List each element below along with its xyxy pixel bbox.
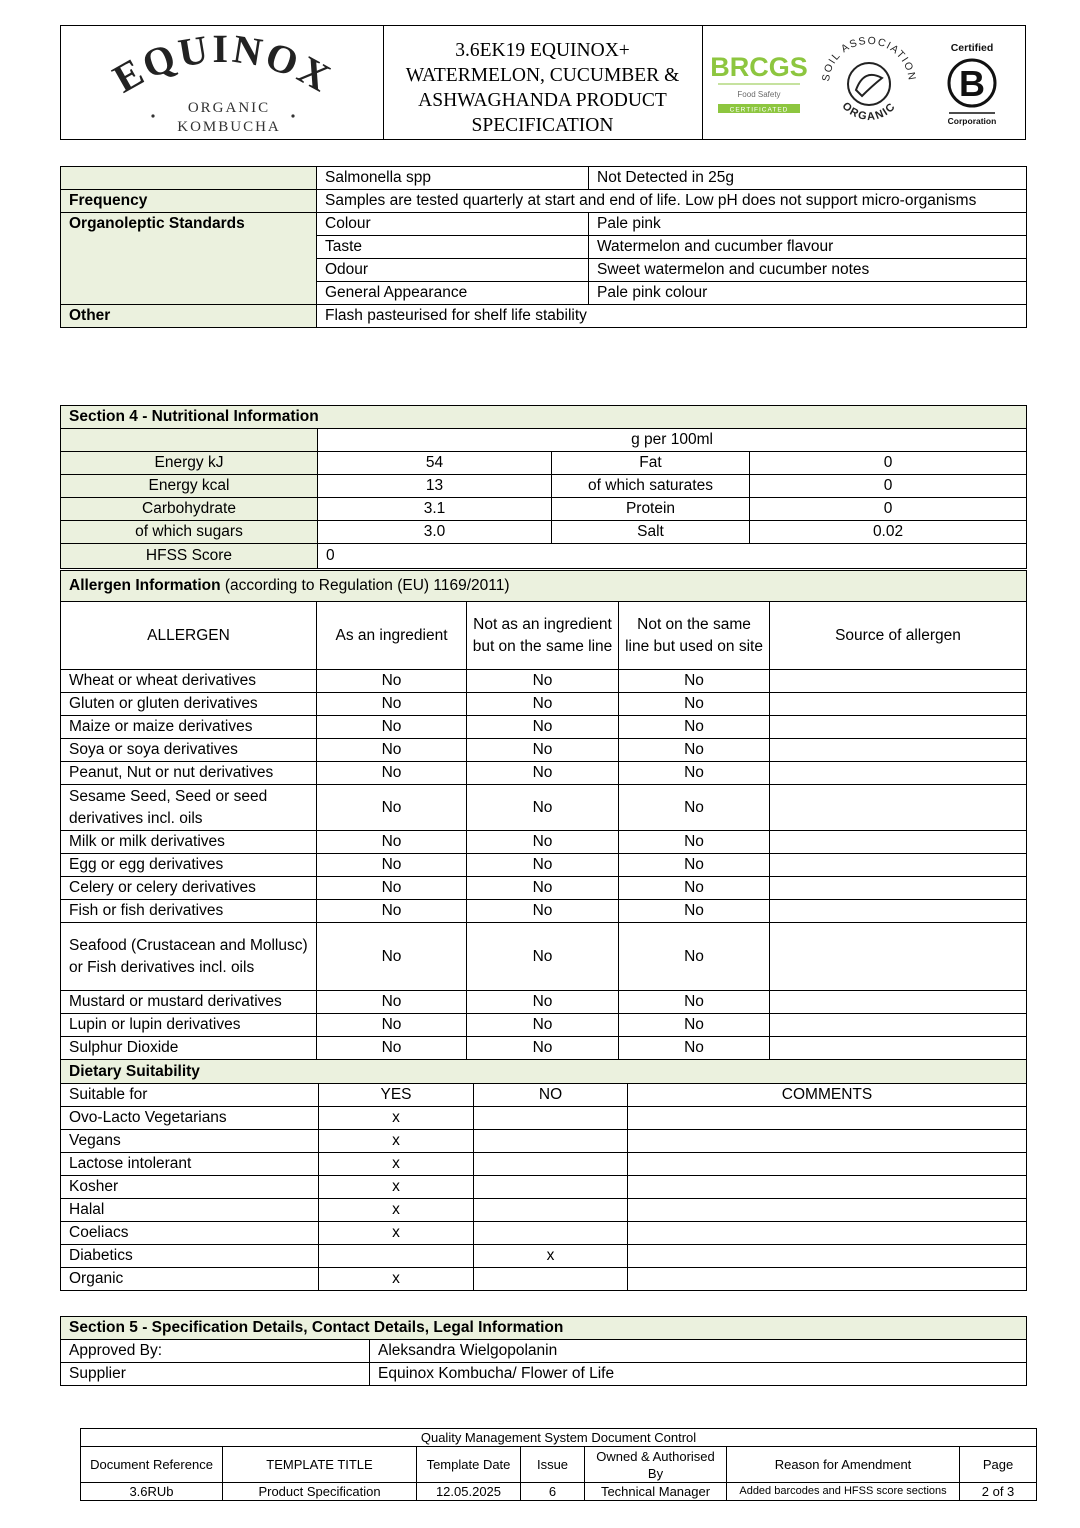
template-title-value: Product Specification [223,1483,417,1501]
brcgs-subtitle: Food Safety [737,90,781,99]
table-row [61,900,1027,923]
as-ingredient-value: No [317,739,467,762]
dietary-comment [628,1130,1027,1153]
b-corp-corporation: Corporation [947,116,997,126]
same-line-value: No [467,877,619,900]
brcgs-logo [710,52,808,114]
table-row [61,854,1027,877]
section-5-title: Section 5 - Specification Details, Contact Details, Legal Information [61,1317,1027,1340]
brcgs-certificated: CERTIFICATED [729,106,789,114]
document-control-title: Quality Management System Document Control [81,1429,1037,1447]
document-title [383,26,703,139]
issue-header: Issue [521,1447,585,1483]
on-site-value: No [619,923,770,991]
same-line-value: No [467,762,619,785]
as-ingredient-value: No [317,831,467,854]
nutrition-table [60,405,1027,569]
document-header [60,25,1026,140]
as-ingredient-value: No [317,1037,467,1060]
b-corp-logo [948,42,997,126]
document-reference-header: Document Reference [81,1447,223,1483]
as-ingredient-value: No [317,785,467,831]
allergen-table [60,570,1027,1060]
allergen-source-value [770,693,1027,716]
dietary-rows [61,1107,1027,1291]
certification-logos [704,26,1025,139]
nutrient-label: Carbohydrate [61,498,318,521]
same-line-value: No [467,739,619,762]
table-row [81,1429,1037,1447]
allergen-name: Gluten or gluten derivatives [61,693,317,716]
on-site-value: No [619,1037,770,1060]
table-row [61,452,1027,475]
table-row [61,739,1027,762]
suitable-yes-mark: x [319,1222,474,1245]
as-ingredient-value: No [317,991,467,1014]
allergen-title-regulation: (according to Regulation (EU) 1169/2011) [220,577,510,594]
nutrient-value: 0 [750,452,1027,475]
allergen-source-value [770,831,1027,854]
suitable-no-mark [474,1107,628,1130]
as-ingredient-value: No [317,1014,467,1037]
allergen-source-value [770,785,1027,831]
allergen-source-value [770,900,1027,923]
allergen-name: Celery or celery derivatives [61,877,317,900]
dietary-name: Diabetics [61,1245,319,1268]
nutrient-label: Salt [552,521,750,544]
table-header-row [61,602,1027,670]
nutrient-value: 0 [750,475,1027,498]
owned-authorised-header: Owned & Authorised By [585,1447,727,1483]
same-line-value: No [467,923,619,991]
suitable-no-mark: x [474,1245,628,1268]
brcgs-wordmark: BRCGS [710,52,808,82]
allergen-source-value [770,1014,1027,1037]
table-row [61,429,1027,452]
table-header-row [61,1084,1027,1107]
same-line-value: No [467,716,619,739]
dietary-name: Vegans [61,1130,319,1153]
table-row [61,305,1027,328]
allergen-source-value [770,762,1027,785]
table-row [61,877,1027,900]
as-ingredient-value: No [317,762,467,785]
table-row [61,406,1027,429]
table-row [61,1363,1027,1386]
table-row [61,521,1027,544]
equinox-logo-graphic [61,26,383,139]
test-name-cell: Salmonella spp [317,167,589,190]
allergen-name: Egg or egg derivatives [61,854,317,877]
table-row [61,190,1027,213]
table-row [61,1107,1027,1130]
dietary-comment [628,1107,1027,1130]
on-site-value: No [619,900,770,923]
allergen-name: Peanut, Nut or nut derivatives [61,762,317,785]
same-line-value: No [467,670,619,693]
table-row [61,1317,1027,1340]
table-row [61,1153,1027,1176]
suitable-yes-mark: x [319,1107,474,1130]
on-site-value: No [619,670,770,693]
soil-association-top-text: SOIL ASSOCIATION [819,34,919,83]
on-site-column-header: Not on the same line but used on site [619,602,770,670]
table-row [61,1245,1027,1268]
on-site-value: No [619,716,770,739]
same-line-value: No [467,900,619,923]
on-site-value: No [619,831,770,854]
on-site-value: No [619,877,770,900]
organoleptic-value: Pale pink colour [589,282,1027,305]
soil-association-emblem [848,63,890,105]
organoleptic-value: Watermelon and cucumber flavour [589,236,1027,259]
allergen-name: Wheat or wheat derivatives [61,670,317,693]
on-site-value: No [619,739,770,762]
document-reference-value: 3.6RUb [81,1483,223,1501]
on-site-value: No [619,991,770,1014]
issue-value: 6 [521,1483,585,1501]
table-row [61,1060,1027,1084]
title-line-2: WATERMELON, CUCUMBER & [405,65,680,86]
on-site-value: No [619,854,770,877]
other-value: Flash pasteurised for shelf life stability [317,305,1027,328]
table-row [61,213,1027,236]
b-corp-letter: B [959,63,985,104]
source-column-header: Source of allergen [770,602,1027,670]
on-site-value: No [619,1014,770,1037]
dietary-section-title: Dietary Suitability [61,1060,1027,1084]
soil-association-logo [820,35,918,123]
nutrient-label: of which sugars [61,521,318,544]
nutrient-value: 3.0 [318,521,552,544]
on-site-value: No [619,693,770,716]
organoleptic-name: Odour [317,259,589,282]
logo-dot-left [151,114,154,117]
table-row [61,716,1027,739]
same-line-value: No [467,1014,619,1037]
dietary-name: Halal [61,1199,319,1222]
soil-association-leaf [856,75,882,96]
other-label: Other [61,305,317,328]
organoleptic-value: Sweet watermelon and cucumber notes [589,259,1027,282]
nutrient-value: 54 [318,452,552,475]
suitable-yes-mark: x [319,1130,474,1153]
dietary-comment [628,1222,1027,1245]
nutrient-label: Fat [552,452,750,475]
as-ingredient-value: No [317,670,467,693]
table-row [61,693,1027,716]
dietary-comment [628,1245,1027,1268]
supplier-value: Equinox Kombucha/ Flower of Life [370,1363,1027,1386]
nutrient-value: 13 [318,475,552,498]
allergen-source-value [770,1037,1027,1060]
nutrient-label: of which saturates [552,475,750,498]
as-ingredient-value: No [317,854,467,877]
table-row [61,1014,1027,1037]
allergen-name: Sesame Seed, Seed or seed derivatives incl. oils [61,785,317,831]
suitable-no-mark [474,1199,628,1222]
dietary-comment [628,1199,1027,1222]
suitable-yes-mark [319,1245,474,1268]
table-row [61,571,1027,602]
allergen-column-header: ALLERGEN [61,602,317,670]
suitable-no-mark [474,1176,628,1199]
as-ingredient-value: No [317,900,467,923]
dietary-comment [628,1153,1027,1176]
table-row [61,991,1027,1014]
hfss-value: 0 [318,544,1027,569]
organoleptic-name: Taste [317,236,589,259]
test-result-cell: Not Detected in 25g [589,167,1027,190]
logo-dot-right [291,114,294,117]
equinox-logo [61,26,384,139]
comments-header: COMMENTS [628,1084,1027,1107]
suitable-yes-mark: x [319,1199,474,1222]
dietary-table [60,1059,1027,1291]
reason-for-amendment-header: Reason for Amendment [727,1447,960,1483]
section-4-title: Section 4 - Nutritional Information [61,406,1027,429]
nutrition-unit: g per 100ml [318,429,1027,452]
allergen-rows [61,670,1027,1060]
table-row [61,762,1027,785]
table-row [61,670,1027,693]
suitable-no-mark [474,1268,628,1291]
allergen-source-value [770,739,1027,762]
no-header: NO [474,1084,628,1107]
as-ingredient-column-header: As an ingredient [317,602,467,670]
table-row [61,167,1027,190]
dietary-name: Ovo-Lacto Vegetarians [61,1107,319,1130]
table-header-row [81,1447,1037,1483]
suitable-for-header: Suitable for [61,1084,319,1107]
hfss-label: HFSS Score [61,544,318,569]
logo-subtitle-1: ORGANIC [187,100,271,116]
micro-organoleptic-table [60,166,1027,328]
table-row [61,1199,1027,1222]
as-ingredient-value: No [317,923,467,991]
organoleptic-value: Pale pink [589,213,1027,236]
soil-association-bottom-text: ORGANIC [839,100,899,124]
table-row [61,1222,1027,1245]
allergen-source-value [770,991,1027,1014]
section-5-table [60,1316,1027,1386]
template-date-value: 12.05.2025 [417,1483,521,1501]
on-site-value: No [619,785,770,831]
same-line-value: No [467,1037,619,1060]
table-row [61,498,1027,521]
nutrient-label: Protein [552,498,750,521]
allergen-title-bold: Allergen Information [69,577,221,594]
allergen-source-value [770,716,1027,739]
nutrient-value: 0.02 [750,521,1027,544]
allergen-name: Fish or fish derivatives [61,900,317,923]
suitable-yes-mark: x [319,1268,474,1291]
same-line-value: No [467,854,619,877]
title-line-1: 3.6EK19 EQUINOX+ [455,40,630,61]
approved-by-value: Aleksandra Wielgopolanin [370,1340,1027,1363]
on-site-value: No [619,762,770,785]
table-row [61,1037,1027,1060]
micro-label-cell [61,167,317,190]
nutrient-value: 3.1 [318,498,552,521]
same-line-value: No [467,991,619,1014]
suitable-yes-mark: x [319,1153,474,1176]
as-ingredient-value: No [317,716,467,739]
nutrition-corner-cell [61,429,318,452]
dietary-name: Organic [61,1268,319,1291]
template-date-header: Template Date [417,1447,521,1483]
same-line-value: No [467,785,619,831]
organoleptic-name: Colour [317,213,589,236]
same-line-value: No [467,693,619,716]
allergen-source-value [770,854,1027,877]
suitable-no-mark [474,1130,628,1153]
nutrient-value: 0 [750,498,1027,521]
table-row [61,1340,1027,1363]
suitable-no-mark [474,1222,628,1245]
allergen-name: Milk or milk derivatives [61,831,317,854]
approved-by-label: Approved By: [61,1340,370,1363]
suitable-no-mark [474,1153,628,1176]
table-row [61,475,1027,498]
owned-authorised-value: Technical Manager [585,1483,727,1501]
table-row [81,1483,1037,1501]
dietary-comment [628,1176,1027,1199]
allergen-name: Lupin or lupin derivatives [61,1014,317,1037]
logo-subtitle-2: KOMBUCHA [177,119,281,135]
page-number-value: 2 of 3 [960,1483,1037,1501]
dietary-comment [628,1268,1027,1291]
template-title-header: TEMPLATE TITLE [223,1447,417,1483]
frequency-value: Samples are tested quarterly at start and end of life. Low pH does not support micro-organisms [317,190,1027,213]
organoleptic-name: General Appearance [317,282,589,305]
allergen-name: Mustard or mustard derivatives [61,991,317,1014]
certification-logos-graphic [704,26,1025,139]
table-row [61,544,1027,569]
table-row [61,923,1027,991]
allergen-source-value [770,877,1027,900]
suitable-yes-mark: x [319,1176,474,1199]
allergen-name: Maize or maize derivatives [61,716,317,739]
allergen-name: Seafood (Crustacean and Mollusc) or Fish derivatives incl. oils [61,923,317,991]
supplier-label: Supplier [61,1363,370,1386]
page-header: Page [960,1447,1037,1483]
as-ingredient-value: No [317,877,467,900]
same-line-column-header: Not as an ingredient but on the same line [467,602,619,670]
title-line-3: ASHWAGHANDA PRODUCT [418,90,667,111]
table-row [61,1268,1027,1291]
as-ingredient-value: No [317,693,467,716]
allergen-name: Soya or soya derivatives [61,739,317,762]
yes-header: YES [319,1084,474,1107]
title-line-4: SPECIFICATION [471,115,614,136]
table-row [61,785,1027,831]
document-control-table [80,1428,1037,1501]
dietary-name: Kosher [61,1176,319,1199]
allergen-name: Sulphur Dioxide [61,1037,317,1060]
b-corp-certified: Certified [950,42,994,54]
dietary-name: Lactose intolerant [61,1153,319,1176]
logo-wordmark: EQUINOX [105,26,341,102]
table-row [61,1176,1027,1199]
allergen-source-value [770,670,1027,693]
table-row [61,831,1027,854]
organoleptic-label: Organoleptic Standards [61,213,317,305]
allergen-section-title [61,571,1027,602]
nutrient-label: Energy kcal [61,475,318,498]
frequency-label: Frequency [61,190,317,213]
nutrient-label: Energy kJ [61,452,318,475]
allergen-source-value [770,923,1027,991]
dietary-name: Coeliacs [61,1222,319,1245]
same-line-value: No [467,831,619,854]
table-row [61,1130,1027,1153]
reason-for-amendment-value: Added barcodes and HFSS score sections [727,1483,960,1501]
